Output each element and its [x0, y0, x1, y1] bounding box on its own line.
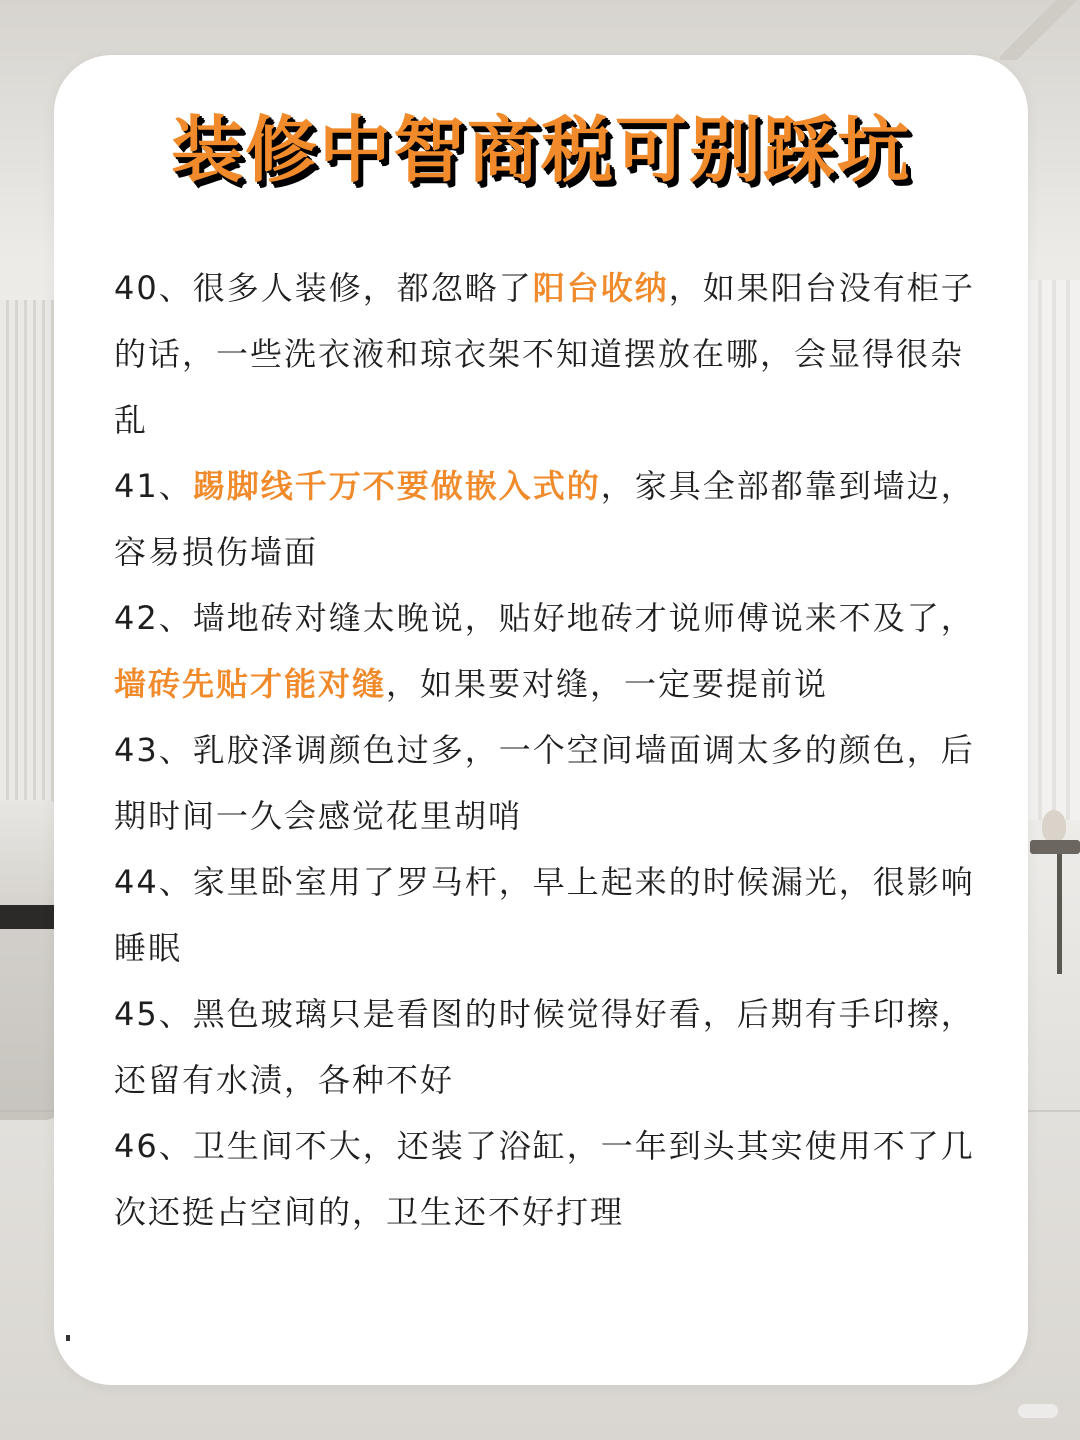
- curtain: [1028, 280, 1080, 820]
- tip-highlight: 阳台收纳: [532, 269, 669, 307]
- tip-item-44: [114, 849, 994, 981]
- tip-text: 45、黑色玻璃只是看图的时候觉得好看，后期有手印擦，还留有水渍，各种不好: [114, 995, 975, 1099]
- ceiling-beam: [1000, 0, 1080, 60]
- page-title: 装修中智商税可别踩坑: [170, 108, 911, 192]
- tip-text: ，如果阳台没有柜子的话，一些洗衣液和琼衣架不知道摆放在哪，会显得很杂乱: [114, 269, 975, 439]
- tip-text: 43、乳胶泽调颜色过多，一个空间墙面调太多的颜色，后期时间一久会感觉花里胡哨: [114, 731, 975, 835]
- tip-item-42: [114, 585, 994, 717]
- tip-highlight: 墙砖先贴才能对缝: [114, 665, 387, 703]
- left-wall-panel: [0, 300, 60, 860]
- tip-item-41: [114, 453, 994, 585]
- side-table: [1030, 840, 1080, 970]
- tip-text: ，家具全部都靠到墙边，容易损伤墙面: [114, 467, 975, 571]
- tip-item-40: [114, 255, 994, 453]
- side-table-top: [1030, 840, 1080, 854]
- sofa-dark-trim: [0, 905, 56, 929]
- tip-item-43: [114, 717, 994, 849]
- tips-list: [114, 255, 994, 1245]
- tip-highlight: 踢脚线千万不要做嵌入式的: [192, 467, 601, 505]
- tip-text: 44、家里卧室用了罗马杆，早上起来的时候漏光，很影响睡眠: [114, 863, 975, 967]
- tip-text: ，如果要对缝，一定要提前说: [386, 665, 829, 703]
- card-corner-mark: [66, 1335, 70, 1341]
- tip-text: 40、很多人装修，都忽略了: [114, 269, 533, 307]
- tip-text: 46、卫生间不大，还装了浴缸，一年到头其实使用不了几次还挺占空间的，卫生还不好打理: [114, 1127, 975, 1231]
- sofa: [0, 800, 60, 1120]
- tip-item-45: [114, 981, 994, 1113]
- tip-text: 41、: [114, 467, 193, 505]
- watermark: [1018, 1404, 1058, 1418]
- vase: [1042, 810, 1066, 842]
- tip-item-46: [114, 1113, 994, 1245]
- side-table-leg: [1057, 854, 1062, 974]
- tip-text: 42、墙地砖对缝太晚说，贴好地砖才说师傅说来不及了，: [114, 599, 975, 637]
- content-card: [54, 55, 1028, 1385]
